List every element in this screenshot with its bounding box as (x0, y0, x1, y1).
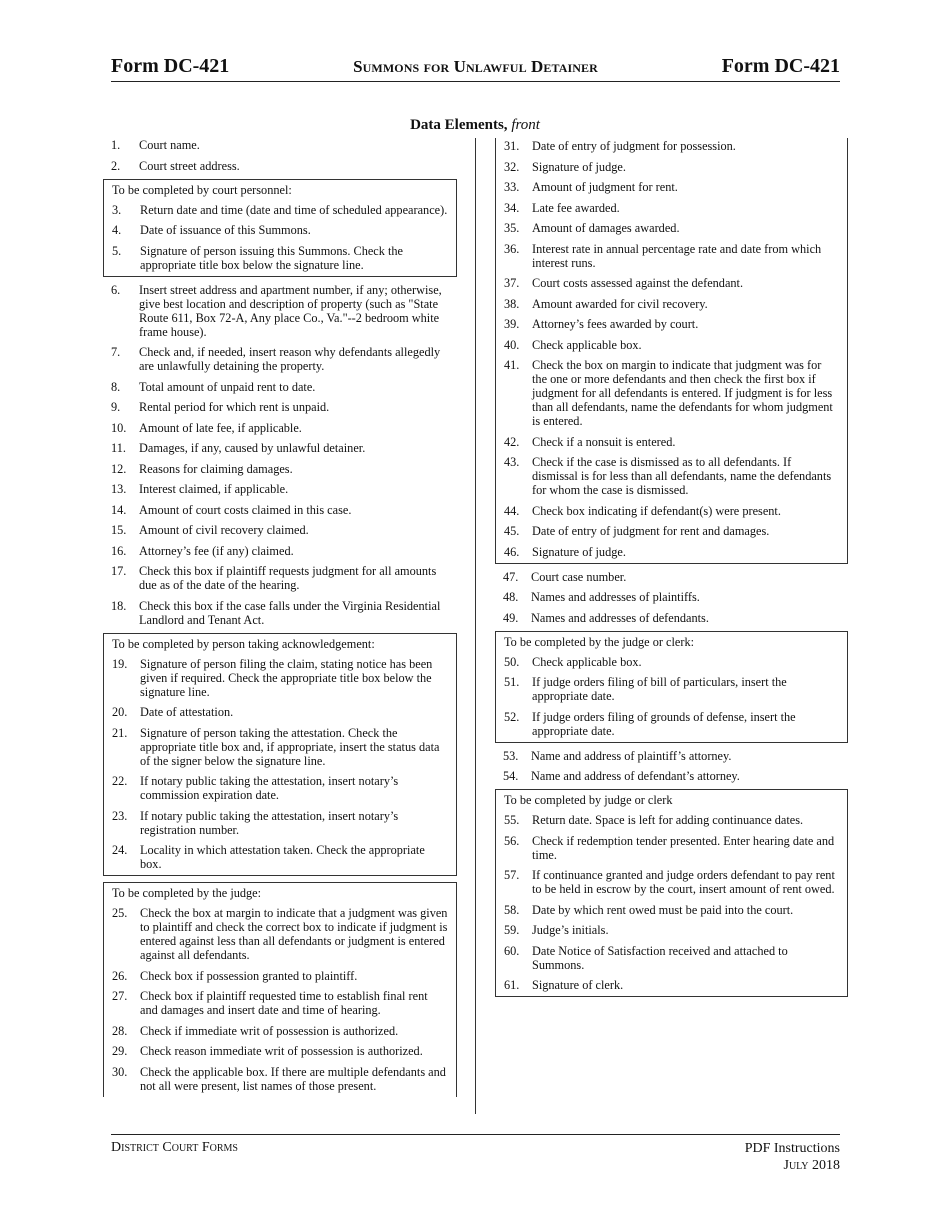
list-item (112, 705, 448, 719)
item-number: 7. (111, 345, 121, 359)
item-number: 18. (111, 598, 127, 613)
item-text: Check box if possession granted to plaintiff. (140, 968, 358, 983)
group-judge (103, 882, 457, 1097)
item-number: 54. (503, 769, 519, 783)
list-item (504, 139, 839, 153)
item-text: If judge orders filing of bill of particulars, insert the appropriate date. (532, 675, 787, 703)
group-judge-or-clerk-1 (495, 631, 848, 743)
item-text: Date of entry of judgment for rent and damages. (532, 524, 770, 538)
item-text: Check box indicating if defendant(s) were present. (532, 503, 781, 518)
item-text: Amount awarded for civil recovery. (532, 296, 708, 311)
list-item (503, 570, 840, 584)
list-item (503, 769, 840, 783)
item-number: 8. (111, 379, 121, 394)
item-number: 41. (504, 358, 520, 372)
list-item (111, 345, 449, 373)
list-item (504, 524, 839, 538)
list-group (495, 570, 848, 625)
list-item (111, 462, 449, 476)
left-column (103, 138, 457, 1097)
footer-right-line2: July 2018 (783, 1158, 840, 1173)
item-number: 30. (112, 1064, 128, 1079)
item-number: 3. (112, 202, 122, 217)
list-item (111, 523, 449, 537)
list-item (504, 242, 839, 270)
item-number: 50. (504, 654, 520, 669)
list-item (504, 923, 839, 937)
list-item (112, 1024, 448, 1038)
group-judge-continued (495, 138, 848, 564)
item-text: Check the box on margin to indicate that judgment was for the one or more defendants and then check the first box if judgment for all defendants is entered. If judgment is for less than all defendants, name the defendants for whom judgment is entered. (532, 358, 833, 428)
item-number: 2. (111, 158, 121, 173)
group-heading: To be completed by the judge or clerk: (504, 634, 695, 649)
list-item (504, 834, 839, 862)
item-number: 36. (504, 241, 520, 256)
list-item (111, 400, 449, 414)
list-group (504, 139, 839, 559)
item-text: Interest claimed, if applicable. (139, 482, 289, 496)
item-text: Judge’s initials. (532, 923, 609, 937)
item-number: 46. (504, 544, 520, 559)
list-group (504, 655, 839, 738)
item-text: If notary public taking the attestation, insert notary’s registration number. (140, 808, 399, 837)
item-text: Signature of judge. (532, 544, 626, 559)
list-item (112, 203, 448, 217)
item-text: Check reason immediate writ of possession is authorized. (140, 1044, 423, 1058)
item-text: Signature of person filing the claim, stating notice has been given if required. Check the appropriate title box below the signature line. (140, 656, 433, 699)
item-number: 37. (504, 276, 520, 290)
item-number: 52. (504, 709, 520, 724)
item-number: 51. (504, 675, 520, 689)
item-number: 60. (504, 943, 520, 958)
item-number: 27. (112, 989, 128, 1003)
group-heading: To be completed by court personnel: (112, 182, 292, 197)
item-number: 48. (503, 590, 519, 604)
list-item (112, 809, 448, 837)
item-text: Amount of court costs claimed in this case. (139, 502, 352, 517)
list-item (504, 504, 839, 518)
list-item (504, 455, 839, 497)
item-text: Check if the case is dismissed as to all defendants. If dismissal is for less than all defendants, name the defendants for whom the case is dismissed. (532, 455, 832, 497)
item-number: 13. (111, 482, 127, 496)
item-text: Name and address of plaintiff’s attorney. (531, 748, 732, 763)
item-number: 58. (504, 902, 520, 917)
list-item (112, 657, 448, 699)
item-number: 26. (112, 968, 128, 983)
item-number: 19. (112, 656, 128, 671)
item-text: Return date. Space is left for adding continuance dates. (532, 813, 804, 827)
item-number: 21. (112, 725, 128, 740)
subtitle-bold: Data Elements, (410, 117, 508, 133)
item-number: 23. (112, 808, 128, 823)
list-item (504, 655, 839, 669)
list-item (503, 749, 840, 763)
form-number-left: Form DC-421 (111, 55, 230, 77)
item-text: Date of entry of judgment for possession. (532, 139, 736, 153)
list-item (112, 244, 448, 272)
item-text: Check the applicable box. If there are multiple defendants and not all were present, list names of those present. (140, 1064, 446, 1093)
item-text: Insert street address and apartment number, if any; otherwise, give best location and description of property (such as "State Route 611, Box 72-A, Any place Co., Va."--2 bedroom white frame house). (139, 282, 442, 339)
list-item (504, 180, 839, 194)
item-text: Amount of civil recovery claimed. (139, 523, 309, 537)
list-item (504, 944, 839, 972)
item-text: Return date and time (date and time of scheduled appearance). (140, 202, 448, 217)
list-group (103, 138, 457, 173)
list-item (504, 221, 839, 235)
form-number-right: Form DC-421 (721, 55, 840, 77)
item-text: Date of attestation. (140, 705, 234, 719)
item-number: 55. (504, 813, 520, 827)
list-group (112, 906, 448, 1093)
item-number: 53. (503, 748, 519, 763)
list-item (111, 380, 449, 394)
list-item (504, 978, 839, 992)
item-text: Date by which rent owed must be paid into the court. (532, 902, 794, 917)
item-text: Total amount of unpaid rent to date. (139, 379, 316, 394)
item-number: 12. (111, 461, 127, 476)
item-text: Signature of person issuing this Summons. Check the appropriate title box below the signature line. (140, 243, 404, 272)
item-text: Rental period for which rent is unpaid. (139, 400, 330, 414)
right-column (495, 138, 848, 1003)
list-item (504, 545, 839, 559)
item-number: 57. (504, 868, 520, 882)
item-number: 49. (503, 610, 519, 625)
group-heading: To be completed by judge or clerk (504, 793, 673, 807)
item-text: Check this box if the case falls under the Virginia Residential Landlord and Tenant Act. (139, 598, 441, 627)
item-text: Check and, if needed, insert reason why defendants allegedly are unlawfully detaining the property. (139, 345, 441, 373)
item-number: 10. (111, 420, 127, 435)
item-number: 1. (111, 138, 121, 152)
section-subtitle (0, 117, 950, 134)
item-number: 45. (504, 524, 520, 538)
footer-right (745, 1140, 840, 1174)
item-text: Names and addresses of defendants. (531, 610, 709, 625)
item-number: 28. (112, 1023, 128, 1038)
group-acknowledgement (103, 633, 457, 877)
item-text: Signature of clerk. (532, 978, 624, 992)
list-item (111, 564, 449, 592)
item-text: Names and addresses of plaintiffs. (531, 590, 700, 604)
item-number: 61. (504, 978, 520, 992)
item-text: Amount of late fee, if applicable. (139, 420, 302, 435)
group-court-personnel (103, 179, 457, 277)
item-text: If continuance granted and judge orders defendant to pay rent to be held in escrow by the court, insert amount of rent owed. (532, 868, 835, 896)
item-number: 56. (504, 833, 520, 848)
list-item (504, 435, 839, 449)
item-text: Court costs assessed against the defendant. (532, 276, 744, 290)
item-number: 20. (112, 705, 128, 719)
list-item (503, 590, 840, 604)
item-text: Attorney’s fees awarded by court. (532, 317, 699, 331)
group-judge-or-clerk-2 (495, 789, 848, 997)
list-item (111, 599, 449, 627)
group-heading: To be completed by person taking acknowledgement: (112, 636, 375, 651)
item-number: 34. (504, 200, 520, 215)
item-number: 5. (112, 243, 122, 258)
item-number: 44. (504, 503, 520, 518)
page-header (111, 55, 840, 82)
item-text: Reasons for claiming damages. (139, 461, 293, 476)
list-item (504, 903, 839, 917)
item-number: 29. (112, 1044, 128, 1058)
item-number: 42. (504, 434, 520, 449)
item-text: Check box if plaintiff requested time to establish final rent and damages and insert date and time of hearing. (140, 989, 428, 1017)
page-title: Summons for Unlawful Detainer (353, 57, 598, 76)
list-item (504, 710, 839, 738)
list-item (112, 1044, 448, 1058)
item-text: If judge orders filing of grounds of defense, insert the appropriate date. (532, 709, 796, 738)
page-footer (111, 1134, 840, 1173)
item-text: Court street address. (139, 158, 240, 173)
item-number: 24. (112, 843, 128, 857)
list-item (111, 283, 449, 339)
list-item (504, 813, 839, 827)
list-item (504, 297, 839, 311)
list-item (504, 358, 839, 428)
column-divider (475, 138, 476, 1114)
footer-right-line1: PDF Instructions (744, 1141, 840, 1156)
list-item (112, 989, 448, 1017)
item-text: Check applicable box. (532, 337, 642, 352)
list-item (112, 223, 448, 237)
item-text: Date of issuance of this Summons. (140, 223, 311, 237)
item-text: Date Notice of Satisfaction received and attached to Summons. (532, 943, 788, 972)
group-heading: To be completed by the judge: (112, 886, 262, 900)
item-number: 33. (504, 180, 520, 194)
item-text: Check if a nonsuit is entered. (532, 434, 676, 449)
item-text: Amount of damages awarded. (532, 221, 680, 235)
list-group (103, 283, 457, 627)
list-item (504, 675, 839, 703)
item-number: 59. (504, 923, 520, 937)
item-text: Signature of judge. (532, 159, 626, 174)
list-group (495, 749, 848, 784)
list-item (504, 201, 839, 215)
item-text: Interest rate in annual percentage rate and date from which interest runs. (532, 241, 822, 270)
list-group (112, 657, 448, 872)
list-item (112, 1065, 448, 1093)
item-text: Court case number. (531, 569, 627, 584)
list-group (504, 813, 839, 992)
list-item (111, 441, 449, 455)
item-number: 47. (503, 569, 519, 584)
list-item (111, 421, 449, 435)
item-number: 14. (111, 502, 127, 517)
item-text: Name and address of defendant’s attorney. (531, 769, 740, 783)
item-text: Check this box if plaintiff requests judgment for all amounts due as of the date of the hearing. (139, 564, 437, 592)
item-number: 9. (111, 400, 121, 414)
item-number: 43. (504, 455, 520, 469)
item-number: 6. (111, 282, 121, 297)
list-item (111, 544, 449, 558)
item-text: Late fee awarded. (532, 200, 620, 215)
item-number: 16. (111, 543, 127, 558)
list-item (503, 611, 840, 625)
list-item (111, 138, 449, 152)
item-number: 4. (112, 223, 122, 237)
item-number: 40. (504, 337, 520, 352)
list-item (112, 843, 448, 871)
item-number: 31. (504, 139, 520, 153)
list-item (112, 774, 448, 802)
item-text: Locality in which attestation taken. Check the appropriate box. (140, 843, 425, 871)
item-number: 32. (504, 159, 520, 174)
item-text: Attorney’s fee (if any) claimed. (139, 543, 294, 558)
list-item (504, 160, 839, 174)
item-text: Check applicable box. (532, 654, 642, 669)
item-text: Damages, if any, caused by unlawful detainer. (139, 441, 366, 455)
item-text: Check if redemption tender presented. Enter hearing date and time. (532, 833, 835, 862)
list-group (112, 203, 448, 272)
item-number: 11. (111, 441, 126, 455)
footer-left: District Court Forms (111, 1140, 238, 1155)
list-item (504, 338, 839, 352)
list-item (504, 317, 839, 331)
item-text: Check the box at margin to indicate that a judgment was given to plaintiff and check the correct box to indicate if judgment is entered against less than all defendants or judgment is entered against all defendants. (140, 906, 448, 962)
item-text: Check if immediate writ of possession is authorized. (140, 1023, 399, 1038)
list-item (504, 276, 839, 290)
list-item (111, 503, 449, 517)
item-number: 39. (504, 317, 520, 331)
item-text: Signature of person taking the attestation. Check the appropriate title box and, if appropriate, insert the status data of the signer below the signature line. (140, 725, 440, 768)
list-item (112, 726, 448, 768)
list-item (111, 159, 449, 173)
item-number: 22. (112, 774, 128, 788)
item-text: If notary public taking the attestation, insert notary’s commission expiration date. (140, 774, 399, 802)
list-item (112, 906, 448, 962)
list-item (504, 868, 839, 896)
item-number: 17. (111, 564, 127, 578)
list-item (112, 969, 448, 983)
item-number: 35. (504, 221, 520, 235)
item-number: 15. (111, 523, 127, 537)
list-item (111, 482, 449, 496)
subtitle-italic: front (511, 117, 540, 133)
item-text: Amount of judgment for rent. (532, 180, 678, 194)
item-number: 25. (112, 906, 128, 920)
item-number: 38. (504, 296, 520, 311)
item-text: Court name. (139, 138, 200, 152)
